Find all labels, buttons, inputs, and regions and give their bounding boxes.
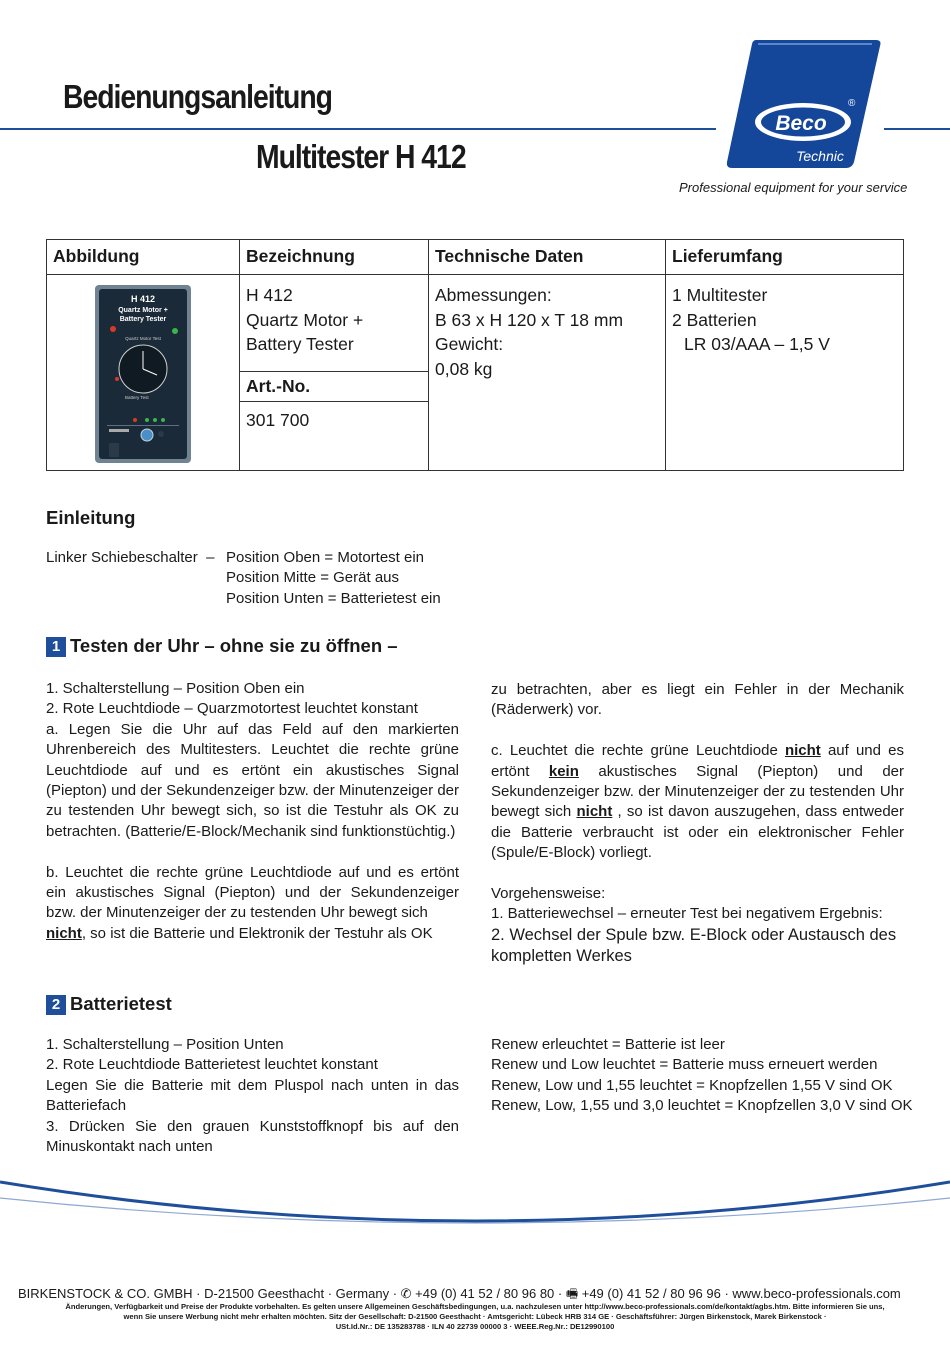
- s2-para-2: 3. Drücken Sie den grauen Kunststoffknopf bis auf den Minuskontakt nach unten: [46, 1117, 459, 1156]
- s1-para-c-text2: auf und es ertönt: [491, 742, 904, 780]
- device-label: H 412: [130, 294, 156, 304]
- document-subtitle: Multitester H 412: [256, 138, 466, 175]
- s1-right-continuation: zu betrachten, aber es liegt ein Fehler in der Mechanik (Räderwerk) vor.: [491, 681, 904, 719]
- bezeichnung-line-2: Quartz Motor +: [246, 309, 364, 330]
- tagline: Professional equipment for your service: [679, 180, 908, 195]
- s1-para-a: a. Legen Sie die Uhr auf das Feld auf den markierten Uhrenbereich des Multitesters. Leuchtet die rechte grüne Leuchtdiode auf und es ertönt ein akustisches Signal (Piepton) und der Sekundenzeiger bzw. der Minutenzeiger der zu testenden Uhr bewegt sich, so ist die Testuhr als OK zu betrachten. (Batterie/E-Block/Mechanik sind funktionstüchtig.): [46, 720, 459, 840]
- art-no-label: Art.-No.: [240, 372, 429, 402]
- s1-para-b-text2: , so ist die Batterie und Elektronik der Testuhr als OK: [81, 924, 433, 942]
- bezeichnung-cell: [240, 275, 429, 372]
- s1-para-c-text3: akustisches Signal (Piepton) und der Sekundenzeiger bzw. der Minutenzeiger der zu testenden Uhr bewegt sich: [491, 762, 904, 821]
- bezeichnung-line-3: Battery Tester: [246, 334, 354, 354]
- device-image: [47, 275, 239, 465]
- col-technische-daten: Technische Daten: [429, 240, 666, 275]
- s1-para-b-underline: nicht: [46, 924, 82, 942]
- footer-legal-3: USt.Id.Nr.: DE 135283788 · ILN 40 22739 00000 3 · WEEE.Reg.Nr.: DE12990100: [335, 1322, 615, 1331]
- tech-line-3: Gewicht:: [435, 334, 504, 354]
- footer-swoosh: [0, 1170, 950, 1270]
- art-no-value: 301 700: [240, 402, 429, 471]
- section1-heading: [46, 635, 398, 657]
- liefer-line-2: 2 Batterien: [672, 309, 757, 330]
- device-label-sub1: Quartz Motor +: [118, 307, 168, 314]
- position-oben: Position Oben = Motortest ein: [226, 549, 425, 566]
- device-label-sub2: Battery Tester: [119, 316, 167, 323]
- position-mitte: Position Mitte = Gerät aus: [226, 569, 399, 587]
- s1-para-c: [491, 741, 904, 863]
- s1-step-2: 2. Rote Leuchtdiode – Quarzmotortest leuchtet konstant: [46, 700, 418, 718]
- lieferumfang-cell: [666, 275, 904, 471]
- s1-para-c-text1: c. Leuchtet die rechte grüne Leuchtdiode: [491, 742, 778, 760]
- s1-vorgehen-step-1: 1. Batteriewechsel – erneuter Test bei negativem Ergebnis:: [491, 905, 883, 923]
- section1-left-column: [46, 679, 459, 944]
- section1-title: Testen der Uhr – ohne sie zu öffnen –: [70, 635, 398, 656]
- s1-para-c-text4: , so ist davon auszugehen, dass entweder die Batterie verbraucht ist oder ein elektronischer Fehler (Spule/E-Block) vorliegt.: [491, 803, 904, 862]
- s1-vorgehen-heading: Vorgehensweise:: [491, 885, 606, 903]
- device-image-cell: [47, 275, 240, 471]
- liefer-line-1: 1 Multitester: [672, 285, 768, 305]
- section2-left-column: [46, 1035, 459, 1157]
- section1-number: 1: [46, 637, 66, 657]
- s2-step-2: 2. Rote Leuchtdiode Batterietest leuchtet konstant: [46, 1056, 378, 1074]
- beco-logo: [720, 36, 886, 172]
- logo-brand: Beco: [775, 112, 827, 135]
- s1-step-1: 1. Schalterstellung – Position Oben ein: [46, 680, 305, 697]
- col-lieferumfang: Lieferumfang: [666, 240, 904, 275]
- tech-line-4: 0,08 kg: [435, 358, 493, 379]
- spec-table-row: [47, 275, 904, 372]
- col-abbildung: Abbildung: [47, 240, 240, 275]
- footer-legal: [0, 1302, 950, 1332]
- spec-table-header: [47, 240, 904, 275]
- s1-vorgehen-step-2: 2. Wechsel der Spule bzw. E-Block oder Austausch des kompletten Werkes: [491, 925, 897, 966]
- einleitung-heading: Einleitung: [46, 507, 136, 528]
- footer-legal-1: Änderungen, Verfügbarkeit und Preise der Produkte vorbehalten. Es gelten unsere Allgemeinen Geschäftsbedingungen, u.a. nachzulesen unter http://www.beco-professionals.com/de/kontakt/agbs.htm. Bitte informieren Sie uns,: [65, 1302, 885, 1311]
- s2-result-4: Renew, Low, 1,55 und 3,0 leuchtet = Knopfzellen 3,0 V sind OK: [491, 1097, 913, 1115]
- section2-number: 2: [46, 995, 66, 1015]
- section2-heading: [46, 993, 172, 1015]
- s2-result-3: Renew, Low und 1,55 leuchtet = Knopfzellen 1,55 V sind OK: [491, 1076, 893, 1094]
- device-center-label: Quartz Motor Test: [125, 336, 161, 341]
- s2-result-2: Renew und Low leuchtet = Batterie muss erneuert werden: [491, 1056, 878, 1074]
- tech-line-1: Abmessungen:: [435, 285, 552, 305]
- footer-legal-2: wenn Sie unsere Werbung nicht mehr erhalten möchten. Sitz der Gesellschaft: D-21500 Geesthacht · Amtsgericht: Lübeck HRB 314 GE · Geschäftsführer: Jürgen Birkenstock, Marek Birkenstock ·: [123, 1312, 827, 1321]
- device-battery-label: Battery Test: [125, 395, 149, 400]
- s1-para-c-underline3: nicht: [576, 803, 613, 821]
- footer-company: BIRKENSTOCK & CO. GMBH · D-21500 Geesthacht · Germany · ✆ +49 (0) 41 52 / 80 96 80 · 🖷 +49 (0) 41 52 / 80 96 96 · www.beco-professionals.com: [18, 1286, 901, 1301]
- s1-para-c-underline1: nicht: [784, 742, 821, 760]
- liefer-line-3: LR 03/AAA – 1,5 V: [684, 334, 830, 354]
- bezeichnung-line-1: H 412: [246, 285, 293, 305]
- header-rule-right: [884, 128, 950, 130]
- header-rule-left: [0, 128, 716, 130]
- technische-daten-cell: [429, 275, 666, 471]
- tech-line-2: B 63 x H 120 x T 18 mm: [435, 309, 624, 330]
- document-title: Bedienungsanleitung: [63, 78, 332, 115]
- s1-para-b: [46, 863, 459, 945]
- einleitung-positions: [226, 548, 441, 609]
- s2-step-1: 1. Schalterstellung – Position Unten: [46, 1036, 284, 1053]
- logo-sub: Technic: [796, 148, 844, 164]
- s2-result-1: Renew erleuchtet = Batterie ist leer: [491, 1036, 725, 1053]
- spec-table: [46, 239, 904, 471]
- s2-para-1: Legen Sie die Batterie mit dem Pluspol nach unten in das Batteriefach: [46, 1076, 459, 1115]
- section2-right-column: [491, 1035, 911, 1117]
- position-unten: Position Unten = Batterietest ein: [226, 589, 441, 607]
- col-bezeichnung: Bezeichnung: [240, 240, 429, 275]
- section2-title: Batterietest: [70, 993, 172, 1014]
- einleitung-switch-label: Linker Schiebeschalter –: [46, 549, 215, 566]
- s1-para-c-underline2: kein: [548, 762, 579, 780]
- s1-para-b-text1: b. Leuchtet die rechte grüne Leuchtdiode auf und es ertönt ein akustisches Signal (Piepton) und der Sekundenzeiger bzw. der Minutenzeiger der zu testenden Uhr bewegt sich: [46, 863, 459, 922]
- section1-right-column: [491, 680, 904, 968]
- logo-registered: ®: [848, 98, 856, 109]
